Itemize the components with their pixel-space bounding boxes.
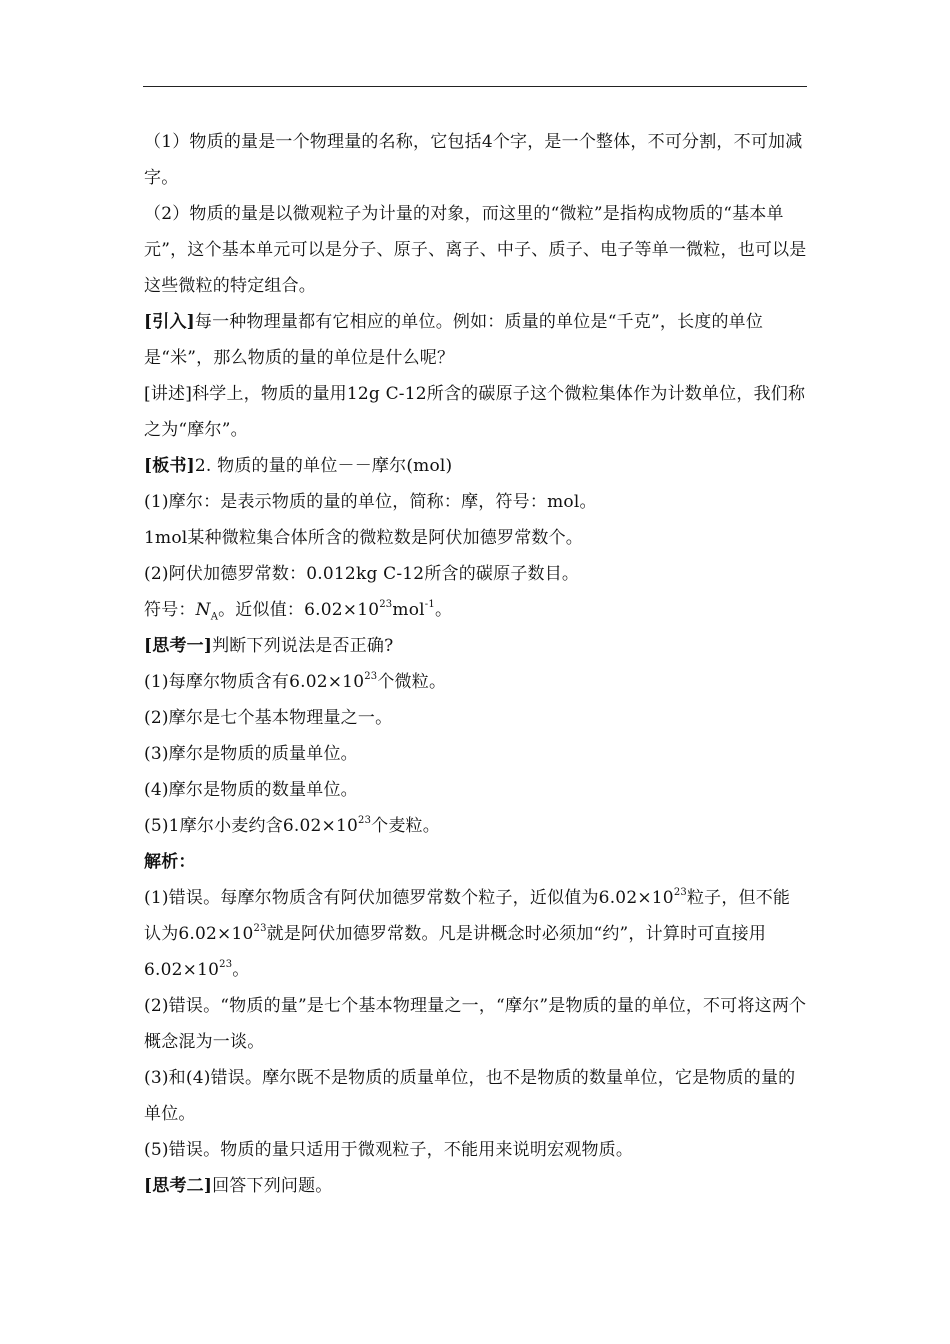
paragraph-board: [板书]2. 物质的量的单位－－摩尔(mol) [144, 456, 453, 476]
analysis-heading: 解析： [144, 852, 196, 872]
answer-5: (5)错误。物质的量只适用于微观粒子，不能用来说明宏观物质。 [144, 1140, 634, 1160]
tag-think-1: [思考一] [144, 636, 213, 656]
question-4: (4)摩尔是物质的数量单位。 [144, 780, 358, 800]
paragraph-1: （1）物质的量是一个物理量的名称，它包括4个字，是一个整体，不可分割，不可加减字。 [144, 132, 803, 188]
tag-intro: [引入] [144, 312, 195, 332]
question-1: (1)每摩尔物质含有$6.02\times 10^{23}$个微粒。 [144, 671, 447, 692]
header-rule [143, 86, 807, 87]
paragraph-avogadro: (2)阿伏加德罗常数：0.012kg C-12所含的碳原子数目。 [144, 564, 580, 584]
paragraph-mol-count: 1mol某种微粒集合体所含的微粒数是阿伏加德罗常数个。 [144, 528, 584, 548]
answer-3-4: (3)和(4)错误。摩尔既不是物质的质量单位，也不是物质的数量单位，它是物质的量的单位。 [144, 1068, 796, 1124]
paragraph-lecture: [讲述]科学上，物质的量用12g C-12所含的碳原子这个微粒集体作为计数单位，我们称之为“摩尔”。 [144, 384, 806, 440]
question-5: (5)1摩尔小麦约含$6.02\times 10^{23}$个麦粒。 [144, 815, 440, 836]
document-body [144, 124, 807, 1204]
tag-board: [板书] [144, 456, 195, 476]
question-2: (2)摩尔是七个基本物理量之一。 [144, 708, 393, 728]
paragraph-think-1: [思考一]判断下列说法是否正确? [144, 636, 394, 656]
paragraph-symbol: 符号：$N_A$。近似值：$6.02\times 10^{23}mol^{-1}$。 [144, 599, 453, 623]
answer-1: (1)错误。每摩尔物质含有阿伏加德罗常数个粒子，近似值为$6.02\times 10^{23}$粒子，但不能认为$6.02\times 10^{23}$就是阿伏加德罗常数。凡是讲概念时必须加“约”，计算时可直接用$6.02\times 10^{23}$。 [144, 887, 791, 980]
tag-think-2: [思考二] [144, 1176, 213, 1196]
paragraph-think-2: [思考二]回答下列问题。 [144, 1176, 333, 1196]
paragraph-intro: [引入]每一种物理量都有它相应的单位。例如：质量的单位是“千克”，长度的单位是“米”，那么物质的量的单位是什么呢？ [144, 312, 764, 368]
paragraph-mol-def: (1)摩尔：是表示物质的量的单位，简称：摩，符号：mol。 [144, 492, 597, 512]
answer-2: (2)错误。“物质的量”是七个基本物理量之一，“摩尔”是物质的量的单位，不可将这两个概念混为一谈。 [144, 996, 807, 1052]
question-3: (3)摩尔是物质的质量单位。 [144, 744, 358, 764]
paragraph-2: （2）物质的量是以微观粒子为计量的对象，而这里的“微粒”是指构成物质的“基本单元”，这个基本单元可以是分子、原子、离子、中子、质子、电子等单一微粒，也可以是这些微粒的特定组合。 [144, 204, 807, 296]
